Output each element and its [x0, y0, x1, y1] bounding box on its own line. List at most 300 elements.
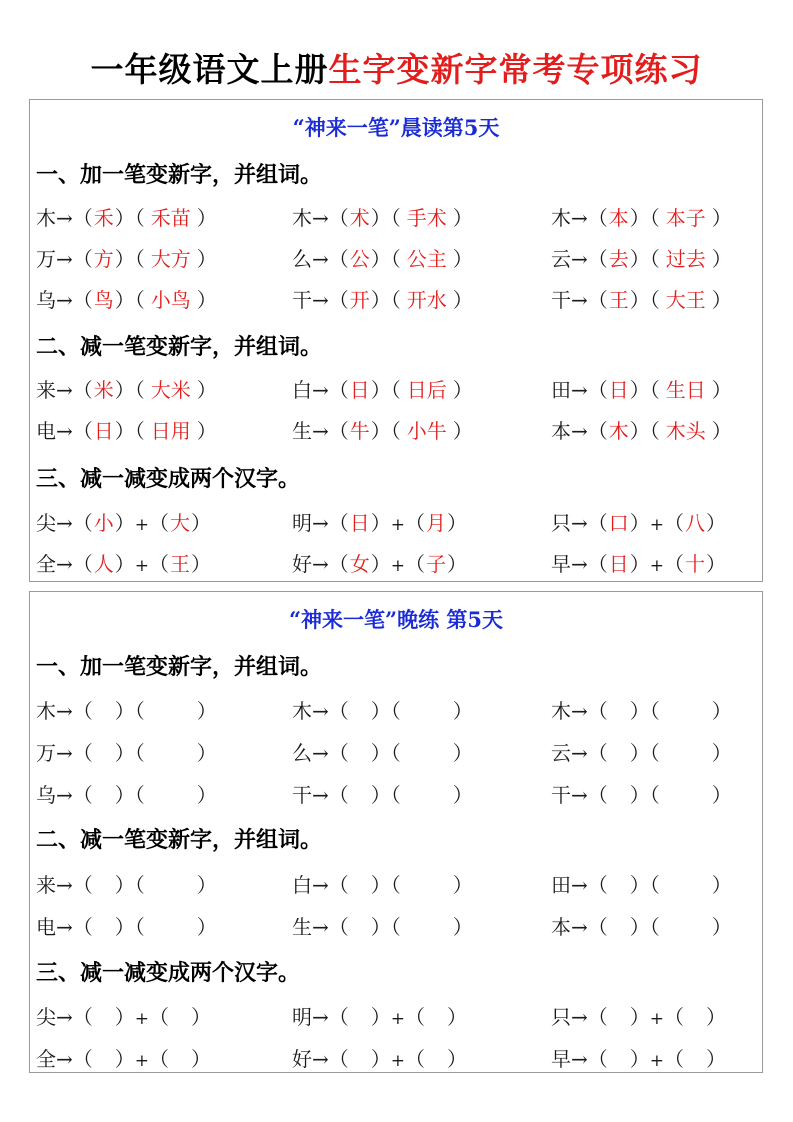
paren-close: ） [114, 378, 135, 402]
base-character: 木 [551, 699, 571, 723]
paren-close: ） [114, 552, 135, 576]
new-word-item [36, 695, 217, 724]
morning-s3-row-1 [30, 507, 762, 537]
paren-close: ） [452, 378, 473, 402]
answer-new-character: 人 [93, 552, 114, 576]
answer-word: 大王 [665, 288, 706, 312]
paren-open: （ [649, 419, 660, 443]
evening-practice-box [29, 591, 763, 1073]
arrow: → [312, 741, 329, 765]
answer-word: 日用 [150, 419, 191, 443]
arrow: → [56, 1047, 73, 1071]
evening-s3-row-1 [30, 1001, 762, 1031]
arrow: → [56, 206, 73, 230]
base-character: 只 [551, 1005, 571, 1029]
base-character: 干 [551, 783, 571, 807]
base-character: 早 [551, 552, 571, 576]
paren-open: （ [390, 247, 401, 271]
new-word-item [292, 284, 473, 313]
arrow: → [312, 419, 329, 443]
paren-open: （ [72, 288, 93, 312]
new-word-item [292, 202, 473, 231]
split-item [551, 1043, 726, 1072]
answer-second-character: 月 [426, 511, 447, 535]
base-character: 干 [292, 288, 312, 312]
morning-s2-row-2 [30, 415, 762, 445]
paren-close: ） [370, 741, 391, 765]
arrow: → [312, 699, 329, 723]
paren-close: ） [114, 873, 135, 897]
paren-close: ） [370, 915, 391, 939]
paren-open: （ [72, 783, 93, 807]
paren-open: （ [328, 699, 349, 723]
page-title [0, 44, 793, 91]
paren-close: ） [114, 699, 135, 723]
paren-open: （ [149, 511, 170, 535]
new-word-item [551, 779, 732, 808]
base-character: 万 [36, 247, 56, 271]
paren-open: （ [405, 1005, 426, 1029]
arrow: → [571, 741, 588, 765]
answer-second-character: 大 [170, 511, 191, 535]
base-character: 尖 [36, 511, 56, 535]
paren-open: （ [328, 783, 349, 807]
paren-close: ） [370, 552, 391, 576]
paren-close: ） [629, 552, 650, 576]
base-character: 好 [292, 1047, 312, 1071]
base-character: 明 [292, 1005, 312, 1029]
answer-new-character: 禾 [93, 206, 114, 230]
paren-open: （ [72, 741, 93, 765]
arrow: → [56, 419, 73, 443]
arrow: → [571, 378, 588, 402]
new-word-item [551, 202, 732, 231]
paren-close: ） [196, 419, 217, 443]
paren-open: （ [587, 378, 608, 402]
base-character: 电 [36, 419, 56, 443]
paren-open: （ [328, 741, 349, 765]
paren-open: （ [664, 552, 685, 576]
base-character: 木 [292, 699, 312, 723]
arrow: → [571, 915, 588, 939]
new-word-item [292, 243, 473, 272]
new-word-item [551, 737, 732, 766]
paren-open: （ [649, 915, 660, 939]
new-word-item [292, 779, 473, 808]
paren-close: ） [711, 378, 732, 402]
paren-open: （ [72, 1047, 93, 1071]
paren-close: ） [370, 1047, 391, 1071]
paren-close: ） [114, 741, 135, 765]
new-word-item [36, 243, 217, 272]
base-character: 电 [36, 915, 56, 939]
paren-close: ） [114, 1005, 135, 1029]
paren-open: （ [649, 247, 660, 271]
paren-close: ） [370, 419, 391, 443]
paren-open: （ [587, 699, 608, 723]
answer-second-character: 王 [170, 552, 191, 576]
split-item [292, 1001, 467, 1030]
paren-open: （ [134, 699, 145, 723]
base-character: 全 [36, 1047, 56, 1071]
paren-open: （ [328, 288, 349, 312]
paren-open: （ [649, 206, 660, 230]
paren-open: （ [134, 741, 145, 765]
arrow: → [312, 1005, 329, 1029]
answer-new-character: 公 [349, 247, 370, 271]
paren-close: ） [370, 378, 391, 402]
split-item [292, 548, 467, 577]
arrow: → [312, 783, 329, 807]
paren-close: ） [114, 511, 135, 535]
arrow: → [312, 288, 329, 312]
paren-open: （ [134, 915, 145, 939]
paren-open: （ [587, 288, 608, 312]
base-character: 云 [551, 247, 571, 271]
paren-close: ） [629, 699, 650, 723]
arrow: → [56, 873, 73, 897]
paren-close: ） [196, 915, 217, 939]
paren-open: （ [149, 552, 170, 576]
paren-close: ） [370, 873, 391, 897]
paren-close: ） [711, 915, 732, 939]
morning-box-title: “神来一笔”晨读第5天 [292, 115, 500, 140]
base-character: 干 [292, 783, 312, 807]
paren-close: ） [452, 783, 473, 807]
new-word-item [36, 202, 217, 231]
answer-word: 日后 [406, 378, 447, 402]
paren-close: ） [447, 511, 468, 535]
new-word-item [292, 415, 473, 444]
paren-close: ） [196, 378, 217, 402]
paren-open: （ [390, 419, 401, 443]
answer-word: 木头 [665, 419, 706, 443]
paren-close: ） [447, 1047, 468, 1071]
page-title-topic: 生字变新字常考专项练习 [328, 50, 703, 89]
paren-close: ） [447, 1005, 468, 1029]
paren-open: （ [587, 873, 608, 897]
arrow: → [571, 1005, 588, 1029]
new-word-item [292, 695, 473, 724]
answer-new-character: 开 [349, 288, 370, 312]
base-character: 乌 [36, 288, 56, 312]
new-word-item [551, 284, 732, 313]
paren-close: ） [452, 419, 473, 443]
plus-sign: + [649, 1051, 665, 1071]
paren-open: （ [134, 206, 145, 230]
answer-word: 过去 [665, 247, 706, 271]
paren-close: ） [114, 1047, 135, 1071]
new-word-item [36, 869, 217, 898]
new-word-item [36, 284, 217, 313]
paren-open: （ [328, 247, 349, 271]
answer-new-character: 本 [608, 206, 629, 230]
morning-reading-box [29, 99, 763, 582]
answer-second-character: 八 [685, 511, 706, 535]
paren-open: （ [72, 699, 93, 723]
answer-new-character: 女 [349, 552, 370, 576]
paren-close: ） [370, 247, 391, 271]
answer-second-character: 子 [426, 552, 447, 576]
arrow: → [56, 511, 73, 535]
evening-s1-row-2 [30, 737, 762, 767]
arrow: → [56, 783, 73, 807]
paren-open: （ [390, 741, 401, 765]
new-word-item [551, 415, 732, 444]
paren-close: ） [191, 1005, 212, 1029]
paren-open: （ [134, 288, 145, 312]
paren-open: （ [587, 511, 608, 535]
arrow: → [56, 699, 73, 723]
evening-box-title: “神来一笔”晚练 第5天 [288, 607, 504, 632]
answer-word: 本子 [665, 206, 706, 230]
paren-close: ） [452, 873, 473, 897]
plus-sign: + [134, 515, 150, 535]
base-character: 明 [292, 511, 312, 535]
plus-sign: + [390, 1009, 406, 1029]
evening-s2-row-2 [30, 911, 762, 941]
paren-close: ） [706, 552, 727, 576]
paren-close: ） [629, 1047, 650, 1071]
arrow: → [56, 288, 73, 312]
paren-open: （ [72, 873, 93, 897]
base-character: 生 [292, 419, 312, 443]
base-character: 白 [292, 378, 312, 402]
paren-open: （ [72, 378, 93, 402]
morning-s1-row-1 [30, 202, 762, 232]
new-word-item [292, 374, 473, 403]
morning-s1-row-2 [30, 243, 762, 273]
base-character: 木 [36, 699, 56, 723]
evening-s3-row-2 [30, 1043, 762, 1073]
paren-open: （ [328, 552, 349, 576]
paren-close: ） [114, 206, 135, 230]
paren-open: （ [328, 1047, 349, 1071]
paren-open: （ [72, 247, 93, 271]
new-word-item [292, 869, 473, 898]
arrow: → [571, 699, 588, 723]
answer-new-character: 日 [608, 378, 629, 402]
paren-open: （ [72, 206, 93, 230]
arrow: → [571, 206, 588, 230]
base-character: 好 [292, 552, 312, 576]
paren-open: （ [664, 1005, 685, 1029]
arrow: → [571, 419, 588, 443]
paren-open: （ [390, 873, 401, 897]
base-character: 木 [551, 206, 571, 230]
answer-new-character: 日 [349, 378, 370, 402]
paren-close: ） [711, 741, 732, 765]
paren-open: （ [649, 873, 660, 897]
arrow: → [56, 552, 73, 576]
paren-close: ） [191, 511, 212, 535]
base-character: 白 [292, 873, 312, 897]
paren-close: ） [706, 511, 727, 535]
paren-close: ） [196, 873, 217, 897]
paren-close: ） [711, 206, 732, 230]
paren-close: ） [629, 247, 650, 271]
paren-close: ） [711, 699, 732, 723]
base-character: 乌 [36, 783, 56, 807]
answer-new-character: 日 [93, 419, 114, 443]
split-item [36, 507, 211, 536]
evening-section-2-heading: 二、减一笔变新字，并组词。 [36, 828, 323, 853]
answer-new-character: 去 [608, 247, 629, 271]
paren-open: （ [328, 511, 349, 535]
base-character: 来 [36, 873, 56, 897]
base-character: 云 [551, 741, 571, 765]
paren-open: （ [134, 247, 145, 271]
paren-close: ） [711, 873, 732, 897]
arrow: → [571, 247, 588, 271]
plus-sign: + [390, 515, 406, 535]
answer-new-character: 米 [93, 378, 114, 402]
paren-open: （ [134, 783, 145, 807]
paren-close: ） [370, 288, 391, 312]
paren-open: （ [587, 741, 608, 765]
answer-word: 手术 [406, 206, 447, 230]
answer-second-character: 十 [685, 552, 706, 576]
paren-open: （ [649, 783, 660, 807]
arrow: → [312, 247, 329, 271]
paren-open: （ [149, 1005, 170, 1029]
arrow: → [312, 552, 329, 576]
arrow: → [312, 915, 329, 939]
answer-new-character: 术 [349, 206, 370, 230]
paren-close: ） [629, 511, 650, 535]
morning-s2-row-1 [30, 374, 762, 404]
paren-open: （ [72, 552, 93, 576]
paren-close: ） [452, 915, 473, 939]
base-character: 生 [292, 915, 312, 939]
paren-open: （ [587, 206, 608, 230]
paren-open: （ [649, 288, 660, 312]
base-character: 干 [551, 288, 571, 312]
split-item [292, 1043, 467, 1072]
arrow: → [571, 1047, 588, 1071]
paren-close: ） [114, 419, 135, 443]
arrow: → [312, 206, 329, 230]
base-character: 本 [551, 915, 571, 939]
paren-open: （ [587, 1047, 608, 1071]
new-word-item [36, 737, 217, 766]
split-item [36, 548, 211, 577]
paren-close: ） [370, 511, 391, 535]
base-character: 来 [36, 378, 56, 402]
new-word-item [551, 243, 732, 272]
new-word-item [36, 374, 217, 403]
paren-close: ） [452, 741, 473, 765]
new-word-item [551, 911, 732, 940]
morning-s1-row-3 [30, 284, 762, 314]
arrow: → [571, 511, 588, 535]
base-character: 尖 [36, 1005, 56, 1029]
paren-open: （ [72, 511, 93, 535]
paren-close: ） [629, 783, 650, 807]
base-character: 田 [551, 378, 571, 402]
paren-open: （ [664, 511, 685, 535]
plus-sign: + [134, 1009, 150, 1029]
paren-close: ） [370, 783, 391, 807]
paren-close: ） [706, 1005, 727, 1029]
paren-close: ） [370, 206, 391, 230]
answer-word: 小牛 [406, 419, 447, 443]
split-item [551, 1001, 726, 1030]
paren-close: ） [191, 1047, 212, 1071]
paren-close: ） [629, 419, 650, 443]
paren-close: ） [196, 783, 217, 807]
paren-open: （ [72, 1005, 93, 1029]
paren-open: （ [328, 419, 349, 443]
paren-close: ） [196, 288, 217, 312]
answer-word: 开水 [406, 288, 447, 312]
new-word-item [292, 911, 473, 940]
answer-word: 生日 [665, 378, 706, 402]
paren-open: （ [134, 873, 145, 897]
answer-new-character: 小 [93, 511, 114, 535]
answer-new-character: 木 [608, 419, 629, 443]
answer-new-character: 鸟 [93, 288, 114, 312]
paren-open: （ [390, 288, 401, 312]
morning-section-1-heading: 一、加一笔变新字，并组词。 [36, 163, 323, 188]
paren-open: （ [72, 419, 93, 443]
base-character: 只 [551, 511, 571, 535]
paren-open: （ [328, 378, 349, 402]
split-item [36, 1043, 211, 1072]
arrow: → [312, 511, 329, 535]
paren-close: ） [114, 247, 135, 271]
answer-new-character: 口 [608, 511, 629, 535]
evening-s1-row-1 [30, 695, 762, 725]
arrow: → [56, 915, 73, 939]
paren-close: ） [629, 873, 650, 897]
base-character: 木 [36, 206, 56, 230]
paren-open: （ [328, 915, 349, 939]
plus-sign: + [649, 1009, 665, 1029]
paren-close: ） [629, 1005, 650, 1029]
paren-close: ） [196, 699, 217, 723]
paren-open: （ [328, 873, 349, 897]
answer-word: 禾苗 [150, 206, 191, 230]
arrow: → [56, 741, 73, 765]
evening-section-3-heading: 三、减一减变成两个汉字。 [36, 961, 301, 986]
arrow: → [571, 873, 588, 897]
base-character: 万 [36, 741, 56, 765]
base-character: 全 [36, 552, 56, 576]
paren-close: ） [196, 247, 217, 271]
evening-s1-row-3 [30, 779, 762, 809]
paren-open: （ [72, 915, 93, 939]
paren-open: （ [405, 552, 426, 576]
paren-close: ） [452, 288, 473, 312]
answer-new-character: 牛 [349, 419, 370, 443]
evening-section-1-heading: 一、加一笔变新字，并组词。 [36, 655, 323, 680]
arrow: → [571, 552, 588, 576]
paren-open: （ [390, 378, 401, 402]
new-word-item [36, 779, 217, 808]
paren-close: ） [452, 247, 473, 271]
morning-section-2-heading: 二、减一笔变新字，并组词。 [36, 335, 323, 360]
split-item [551, 507, 726, 536]
paren-open: （ [649, 741, 660, 765]
paren-open: （ [649, 378, 660, 402]
page-title-grade: 一年级语文上册 [90, 50, 329, 89]
paren-close: ） [196, 741, 217, 765]
paren-close: ） [706, 1047, 727, 1071]
paren-close: ） [629, 206, 650, 230]
base-character: 么 [292, 741, 312, 765]
new-word-item [36, 911, 217, 940]
